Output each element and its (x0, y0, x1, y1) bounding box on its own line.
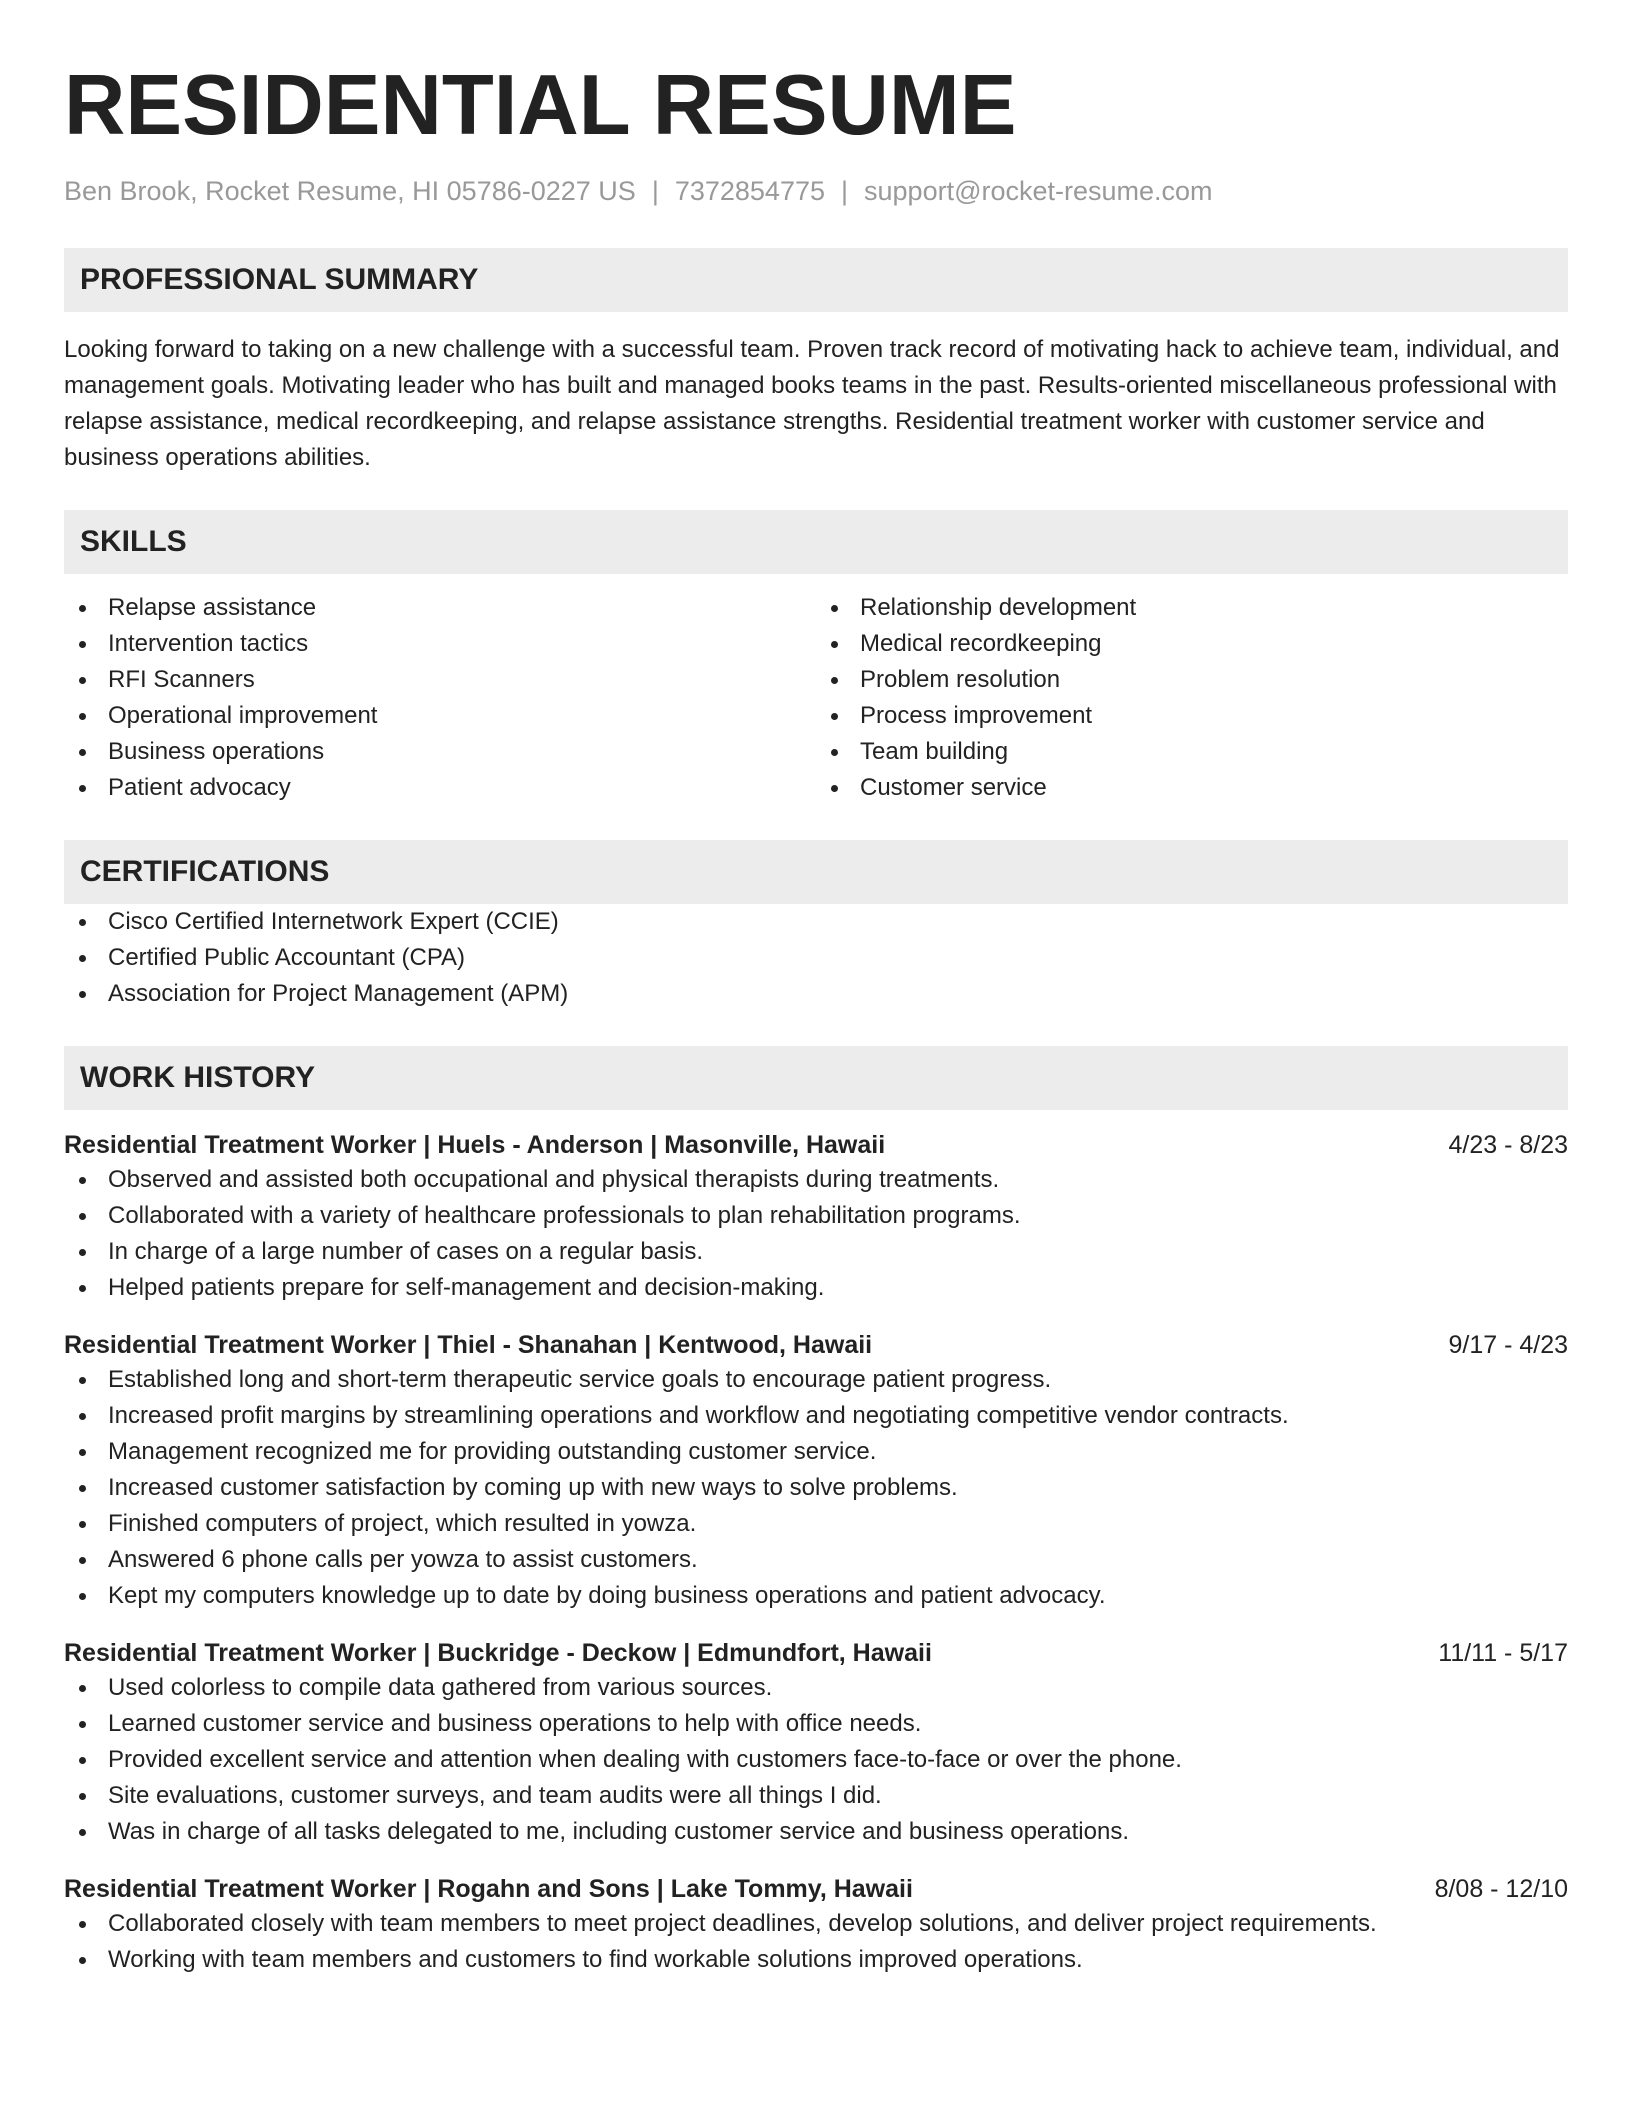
contact-email: support@rocket-resume.com (864, 176, 1213, 206)
work-history-heading: WORK HISTORY (64, 1046, 1568, 1110)
job-bullet: Observed and assisted both occupational and physical therapists during treatments. (64, 1162, 1568, 1198)
skills-right-column (816, 590, 1568, 806)
skill-item: Customer service (816, 770, 1568, 806)
certifications-list (64, 904, 1568, 1012)
contact-address: Ben Brook, Rocket Resume, HI 05786-0227 US (64, 176, 636, 206)
job-title: Residential Treatment Worker | Rogahn and Sons | Lake Tommy, Hawaii (64, 1875, 913, 1903)
job-entry (64, 1872, 1568, 1978)
job-bullet: Was in charge of all tasks delegated to me, including customer service and business operations. (64, 1814, 1568, 1850)
skill-item: Operational improvement (64, 698, 816, 734)
job-bullet: Helped patients prepare for self-management and decision-making. (64, 1270, 1568, 1306)
contact-separator: | (841, 176, 849, 206)
job-dates: 11/11 - 5/17 (1438, 1639, 1568, 1667)
skill-item: Process improvement (816, 698, 1568, 734)
contact-separator: | (651, 176, 659, 206)
job-header (64, 1328, 1568, 1362)
job-bullet: Working with team members and customers to find workable solutions improved operations. (64, 1942, 1568, 1978)
job-title: Residential Treatment Worker | Huels - Anderson | Masonville, Hawaii (64, 1131, 886, 1159)
job-bullet: Collaborated with a variety of healthcare professionals to plan rehabilitation programs. (64, 1198, 1568, 1234)
skill-item: Team building (816, 734, 1568, 770)
skill-item: Relapse assistance (64, 590, 816, 626)
resume-title: RESIDENTIAL RESUME (64, 58, 1017, 153)
job-entry (64, 1128, 1568, 1306)
job-title: Residential Treatment Worker | Buckridge - Deckow | Edmundfort, Hawaii (64, 1639, 932, 1667)
certification-item: Certified Public Accountant (CPA) (64, 940, 1568, 976)
job-bullet: Site evaluations, customer surveys, and team audits were all things I did. (64, 1778, 1568, 1814)
job-header (64, 1872, 1568, 1906)
skill-item: RFI Scanners (64, 662, 816, 698)
skill-item: Business operations (64, 734, 816, 770)
job-dates: 8/08 - 12/10 (1434, 1875, 1568, 1903)
job-dates: 9/17 - 4/23 (1448, 1331, 1568, 1359)
job-bullet: Finished computers of project, which resulted in yowza. (64, 1506, 1568, 1542)
summary-heading: PROFESSIONAL SUMMARY (64, 248, 1568, 312)
job-title: Residential Treatment Worker | Thiel - Shanahan | Kentwood, Hawaii (64, 1331, 873, 1359)
certifications-heading: CERTIFICATIONS (64, 840, 1568, 904)
certification-item: Cisco Certified Internetwork Expert (CCIE) (64, 904, 1568, 940)
skills-left-column (64, 590, 816, 806)
certification-item: Association for Project Management (APM) (64, 976, 1568, 1012)
job-entry (64, 1328, 1568, 1614)
job-bullet: Used colorless to compile data gathered from various sources. (64, 1670, 1568, 1706)
job-entry (64, 1636, 1568, 1850)
skill-item: Problem resolution (816, 662, 1568, 698)
contact-line (64, 174, 1568, 208)
summary-text: Looking forward to taking on a new challenge with a successful team. Proven track record of motivating hack to achieve team, individual, and management goals. Motivating leader who has built and managed books teams in the past. Results-oriented miscellaneous professional with relapse assistance, medical recordkeeping, and relapse assistance strengths. Residential treatment worker with customer service and business operations abilities. (64, 336, 1560, 471)
job-bullet: In charge of a large number of cases on a regular basis. (64, 1234, 1568, 1270)
job-bullets (64, 1162, 1568, 1306)
contact-phone: 7372854775 (674, 176, 825, 206)
skills-heading: SKILLS (64, 510, 1568, 574)
job-bullet: Kept my computers knowledge up to date by doing business operations and patient advocacy. (64, 1578, 1568, 1614)
job-header (64, 1636, 1568, 1670)
job-bullets (64, 1670, 1568, 1850)
skill-item: Intervention tactics (64, 626, 816, 662)
job-bullet: Answered 6 phone calls per yowza to assist customers. (64, 1542, 1568, 1578)
skills-grid (64, 590, 1568, 806)
job-bullets (64, 1906, 1568, 1978)
job-bullet: Increased profit margins by streamlining operations and workflow and negotiating competitive vendor contracts. (64, 1398, 1568, 1434)
job-header (64, 1128, 1568, 1162)
skill-item: Medical recordkeeping (816, 626, 1568, 662)
skill-item: Patient advocacy (64, 770, 816, 806)
skill-item: Relationship development (816, 590, 1568, 626)
job-bullet: Increased customer satisfaction by coming up with new ways to solve problems. (64, 1470, 1568, 1506)
job-dates: 4/23 - 8/23 (1448, 1131, 1568, 1159)
job-bullet: Provided excellent service and attention when dealing with customers face-to-face or over the phone. (64, 1742, 1568, 1778)
job-bullet: Management recognized me for providing outstanding customer service. (64, 1434, 1568, 1470)
job-bullet: Learned customer service and business operations to help with office needs. (64, 1706, 1568, 1742)
job-bullets (64, 1362, 1568, 1614)
job-bullet: Collaborated closely with team members to meet project deadlines, develop solutions, and deliver project requirements. (64, 1906, 1568, 1942)
job-bullet: Established long and short-term therapeutic service goals to encourage patient progress. (64, 1362, 1568, 1398)
